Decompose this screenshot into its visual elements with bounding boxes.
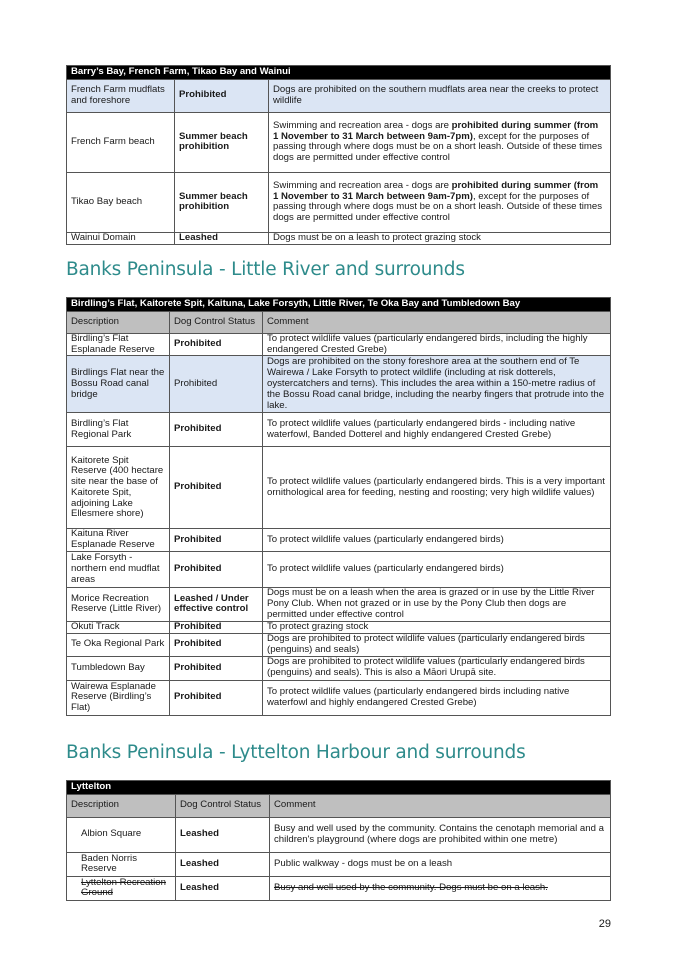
row-desc: Te Oka Regional Park [67,633,170,656]
row-desc: French Farm beach [67,112,175,172]
row-desc: Birdling’s Flat Regional Park [67,413,170,447]
row-comment: Swimming and recreation area - dogs are prohibited during summer (from 1 November to 31 March between 9am-7pm), except for the purposes of passing through where dogs must be on a short leash. Outside of these times dogs are permitted under effective control [269,172,611,232]
row-desc: Morice Recreation Reserve (Little River) [67,587,170,621]
section-title-little-river: Banks Peninsula - Little River and surrounds [66,259,465,280]
row-desc: Kaituna River Esplanade Reserve [67,529,170,552]
row-status: Leashed [176,852,270,876]
row-status: Leashed / Under effective control [170,587,263,621]
section-title-lyttelton: Banks Peninsula - Lyttelton Harbour and surrounds [66,742,526,763]
row-desc: Birdlings Flat near the Bossu Road canal bridge [67,356,170,413]
row-comment: To protect wildlife values (particularly endangered birds, including the highly endangered Crested Grebe) [263,333,611,356]
row-status: Prohibited [170,621,263,633]
row-comment: Dogs are prohibited on the stony foreshore area at the southern end of Te Wairewa / Lake Forsyth to protect wildlife (including at risk dotterels, oystercatchers and terns). This includes the area within a 150-metre radius of the Bossu Road canal bridge, including the nearby fingers that protrude into the lake. [263,356,611,413]
table-barrys-bay [66,65,611,245]
col-header-description: Description [67,794,176,817]
row-status: Prohibited [170,333,263,356]
col-header-status: Dog Control Status [170,311,263,333]
table-lyttelton [66,780,611,901]
row-status: Leashed [176,817,270,852]
page-number: 29 [598,918,611,930]
row-status: Prohibited [170,529,263,552]
table-header: Barry’s Bay, French Farm, Tikao Bay and Wainui [67,66,611,80]
row-status: Prohibited [170,356,263,413]
row-comment: To protect wildlife values (particularly endangered birds - including native waterfowl, Banded Dotterel and highly endangered Crested Grebe) [263,413,611,447]
row-status: Prohibited [170,447,263,529]
row-comment: Dogs are prohibited to protect wildlife values (particularly endangered birds (penguins) and seals) [263,633,611,656]
row-desc: Kaitorete Spit Reserve (400 hectare site near the base of Kaitorete Spit, adjoining Lake Ellesmere shore) [67,447,170,529]
row-status: Prohibited [170,680,263,715]
col-header-status: Dog Control Status [176,794,270,817]
row-status: Summer beach prohibition [175,112,269,172]
row-status: Leashed [176,876,270,900]
row-desc: Okuti Track [67,621,170,633]
row-desc: Baden Norris Reserve [67,852,176,876]
table-header: Lyttelton [67,781,611,795]
row-desc: Lake Forsyth - northern end mudflat areas [67,551,170,587]
row-status: Summer beach prohibition [175,172,269,232]
col-header-description: Description [67,311,170,333]
row-desc: French Farm mudflats and foreshore [67,79,175,112]
row-comment: Swimming and recreation area - dogs are prohibited during summer (from 1 November to 31 March between 9am-7pm), except for the purposes of passing through where dogs must be on a short leash. Outside of these times dogs are permitted under effective control [269,112,611,172]
row-desc: Tikao Bay beach [67,172,175,232]
row-comment: To protect wildlife values (particularly endangered birds) [263,551,611,587]
col-header-comment: Comment [263,311,611,333]
row-status: Prohibited [170,633,263,656]
row-status: Prohibited [170,413,263,447]
row-comment: Public walkway - dogs must be on a leash [270,852,611,876]
row-status: Prohibited [170,656,263,680]
row-comment: To protect wildlife values (particularly endangered birds including native waterfowl and highly endangered Crested Grebe) [263,680,611,715]
row-comment: To protect grazing stock [263,621,611,633]
row-comment: Dogs must be on a leash when the area is grazed or in use by the Little River Pony Club. When not grazed or in use by the Pony Club then dogs are permitted under effective control [263,587,611,621]
row-status: Prohibited [170,551,263,587]
row-comment: Dogs must be on a leash to protect grazing stock [269,232,611,244]
row-comment: To protect wildlife values (particularly endangered birds) [263,529,611,552]
col-header-comment: Comment [270,794,611,817]
row-desc: Wairewa Esplanade Reserve (Birdling’s Flat) [67,680,170,715]
row-status: Leashed [175,232,269,244]
row-status: Prohibited [175,79,269,112]
row-comment: Dogs are prohibited to protect wildlife values (particularly endangered birds (penguins) and seals). This is also a Māori Urupā site. [263,656,611,680]
table-little-river [66,297,611,716]
row-desc: Lyttelton Recreation Ground [67,876,176,900]
row-comment: Busy and well used by the community. Dogs must be on a leash. [270,876,611,900]
row-desc: Albion Square [67,817,176,852]
row-comment: Busy and well used by the community. Contains the cenotaph memorial and a children's playground (where dogs are prohibited within one metre) [270,817,611,852]
row-comment: Dogs are prohibited on the southern mudflats area near the creeks to protect wildlife [269,79,611,112]
row-desc: Tumbledown Bay [67,656,170,680]
row-comment: To protect wildlife values (particularly endangered birds. This is a very important ornithological area for feeding, nesting and roosting; very high wildlife values) [263,447,611,529]
row-desc: Birdling’s Flat Esplanade Reserve [67,333,170,356]
row-desc: Wainui Domain [67,232,175,244]
table-header: Birdling’s Flat, Kaitorete Spit, Kaituna, Lake Forsyth, Little River, Te Oka Bay and Tumbledown Bay [67,298,611,312]
